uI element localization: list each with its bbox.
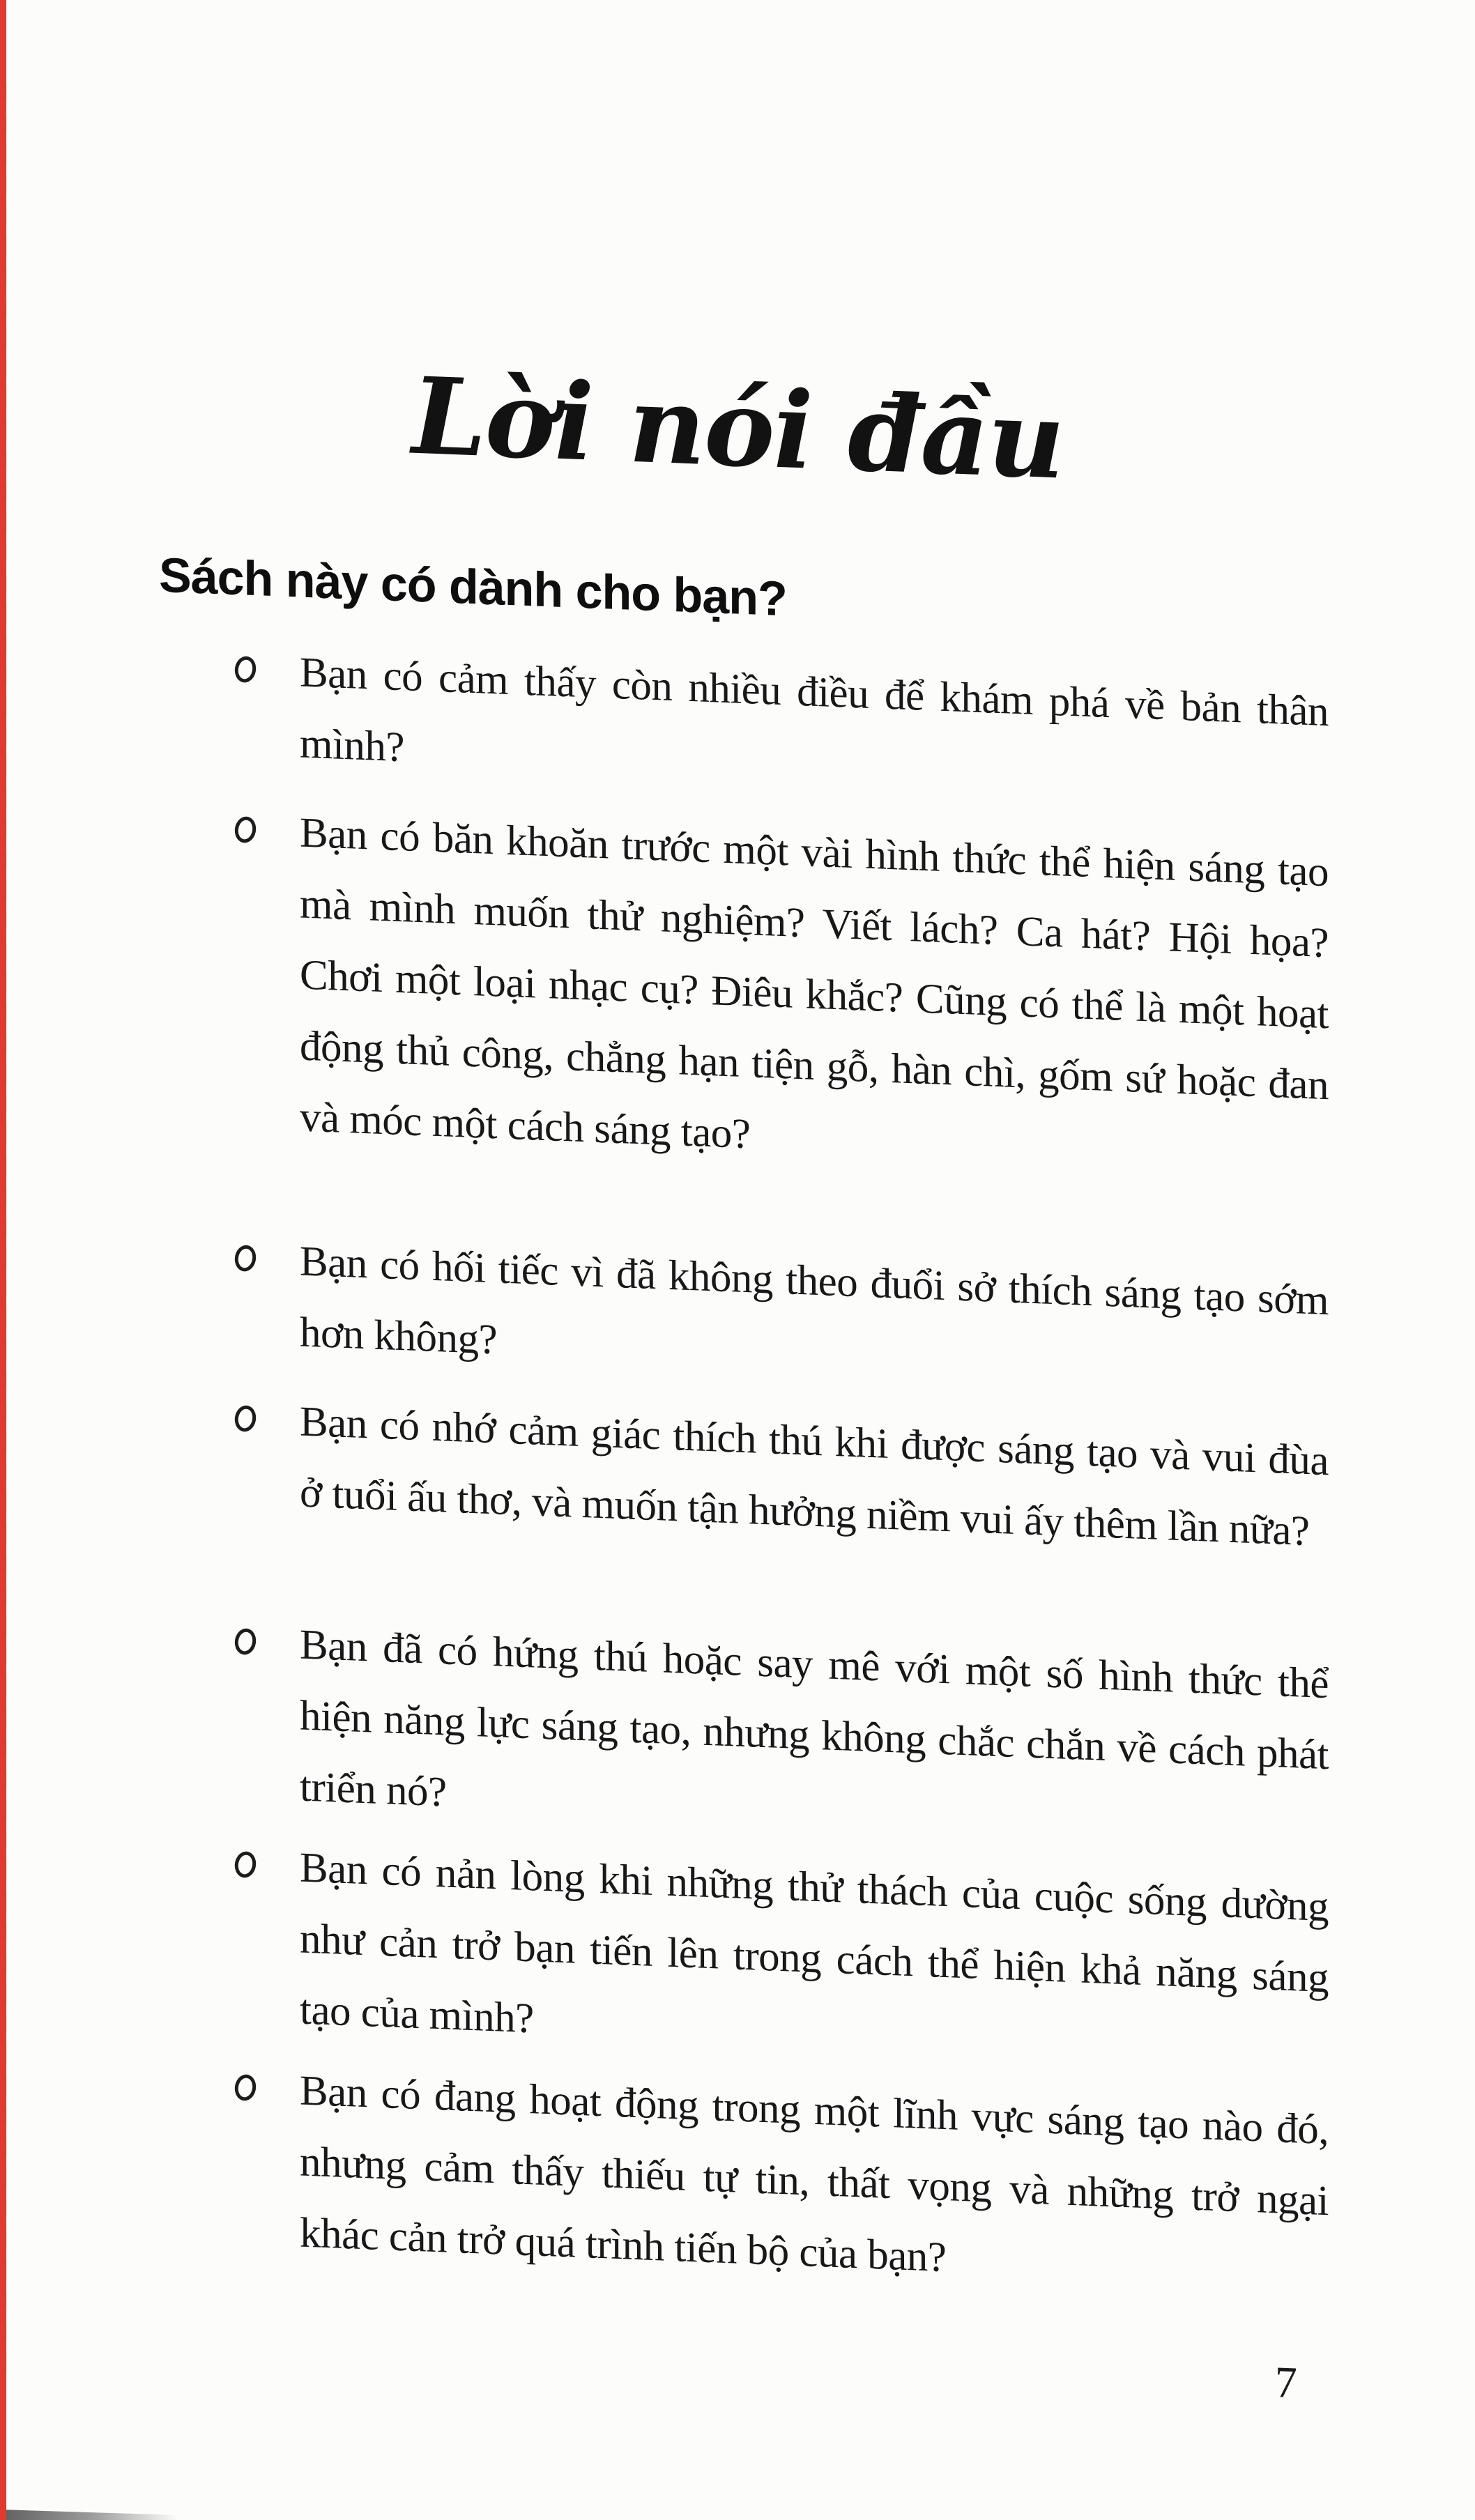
left-edge-accent-stripe	[0, 0, 6, 2520]
bullet-circle-icon	[232, 1849, 258, 1880]
list-item	[232, 795, 1329, 1192]
bullet-circle-icon	[232, 1626, 258, 1657]
bullet-text: Bạn có đang hoạt động trong một lĩnh vực sáng tạo nào đó, nhưng cảm thấy thiếu tự tin, thất vọng và những trở ngại khác cản trở quá trình tiến bộ của bạn?	[300, 2067, 1329, 2282]
bullet-circle-icon	[232, 1243, 258, 1273]
bullet-text: Bạn đã có hứng thú hoặc say mê với một số hình thức thể hiện năng lực sáng tạo, nhưng không chắc chắn về cách phát triển nó?	[300, 1621, 1329, 1816]
bullet-text: Bạn có hối tiếc vì đã không theo đuổi sở thích sáng tạo sớm hơn không?	[300, 1238, 1329, 1364]
list-item	[232, 2053, 1329, 2308]
bullet-circle-icon	[232, 2072, 258, 2103]
list-item	[232, 1224, 1329, 1408]
list-item	[232, 1384, 1329, 1568]
list-item	[232, 1830, 1329, 2085]
bullet-circle-icon	[232, 1403, 258, 1434]
chapter-title: Lời nói đầu	[411, 353, 1064, 503]
bullet-text: Bạn có băn khoăn trước một vài hình thức thể hiện sáng tạo mà mình muốn thử nghiệm? Viết lách? Ca hát? Hội họa? Chơi một loại nhạc cụ? Điêu khắc? Cũng có thể là một hoạt động thủ công, chẳng hạn tiện gỗ, hàn chì, gốm sứ hoặc đan và móc một cách sáng tạo?	[300, 809, 1329, 1158]
section-heading: Sách này có dành cho bạn?	[159, 547, 787, 627]
bullet-text: Bạn có cảm thấy còn nhiều điều để khám phá về bản thân mình?	[300, 649, 1329, 771]
bullet-circle-icon	[232, 654, 258, 684]
bullet-text: Bạn có nản lòng khi những thử thách của cuộc sống dường như cản trở bạn tiến lên trong cách thể hiện khả năng sáng tạo của mình?	[300, 1844, 1329, 2043]
list-item	[232, 635, 1329, 819]
bullet-text: Bạn có nhớ cảm giác thích thú khi được sáng tạo và vui đùa ở tuổi ấu thơ, và muốn tận hưởng niềm vui ấy thêm lần nữa?	[300, 1398, 1329, 1555]
bullet-circle-icon	[232, 814, 258, 845]
list-item	[232, 1607, 1329, 1862]
page-number: 7	[1275, 2357, 1297, 2408]
